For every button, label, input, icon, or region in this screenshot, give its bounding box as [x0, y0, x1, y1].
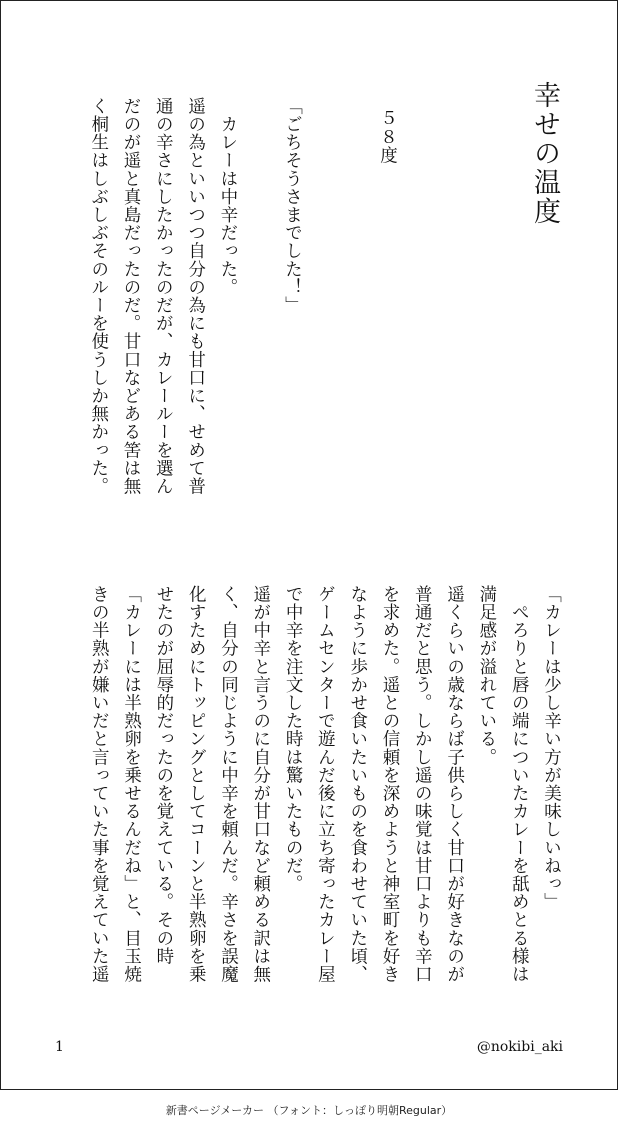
text-line: 満足感が溢れている。	[476, 585, 497, 766]
text-line: く桐生はしぶしぶそのルーを使うしか無かった。	[88, 97, 109, 496]
text-line: 遥の為といいつつ自分の為にも甘口に、せめて普	[185, 97, 206, 496]
text-line: 遥くらいの歳ならば子供らしく甘口が好きなのが	[444, 585, 465, 984]
text-line: 「ごちそうさまでした！」	[282, 97, 303, 315]
footer-credit: 新書ページメーカー （フォント：しっぽり明朝Regular）	[165, 1104, 453, 1117]
story-title: 幸せの温度	[529, 81, 560, 226]
author-handle: @nokibi_aki	[476, 1039, 563, 1055]
text-line: 普通だと思う。しかし遥の味覚は甘口よりも辛口	[412, 585, 433, 984]
text-line: 化すためにトッピングとしてコーンと半熟卵を乗	[186, 585, 207, 984]
text-line: ゲームセンターで遊んだ後に立ち寄ったカレー屋	[315, 585, 336, 984]
text-line: く、自分の同じように中辛を頼んだ。辛さを誤魔	[218, 585, 239, 984]
page-number: 1	[55, 1039, 64, 1055]
text-line: 「カレーは少し辛い方が美味しいねっ」	[541, 585, 562, 911]
text-line: 通の辛さにしたかったのだが、カレールーを選ん	[153, 97, 174, 496]
text-line: で中辛を注文した時は驚いたものだ。	[283, 585, 304, 893]
text-line: なように歩かせ食いたいものを食わせていた頃、	[347, 585, 368, 984]
text-line: せたのが屈辱的だったのを覚えている。その時	[153, 585, 174, 966]
chapter-heading: ５８度	[377, 109, 398, 165]
text-line: きの半熟が嫌いだと言っていた事を覚えていた遥	[89, 585, 110, 984]
text-line: カレーは中辛だった。	[217, 97, 238, 297]
text-line: 遥が中辛と言うのに自分が甘口など頼める訳は無	[250, 585, 271, 984]
text-line: だのが遥と真島だったのだ。甘口などある筈は無	[121, 97, 141, 496]
text-line: ぺろりと唇の端についたカレーを舐めとる様は	[509, 585, 530, 984]
text-line: を求めた。遥との信頼を深めようと神室町を好き	[380, 585, 400, 984]
text-line: 「カレーには半熟卵を乗せるんだね」と、目玉焼	[121, 585, 142, 984]
